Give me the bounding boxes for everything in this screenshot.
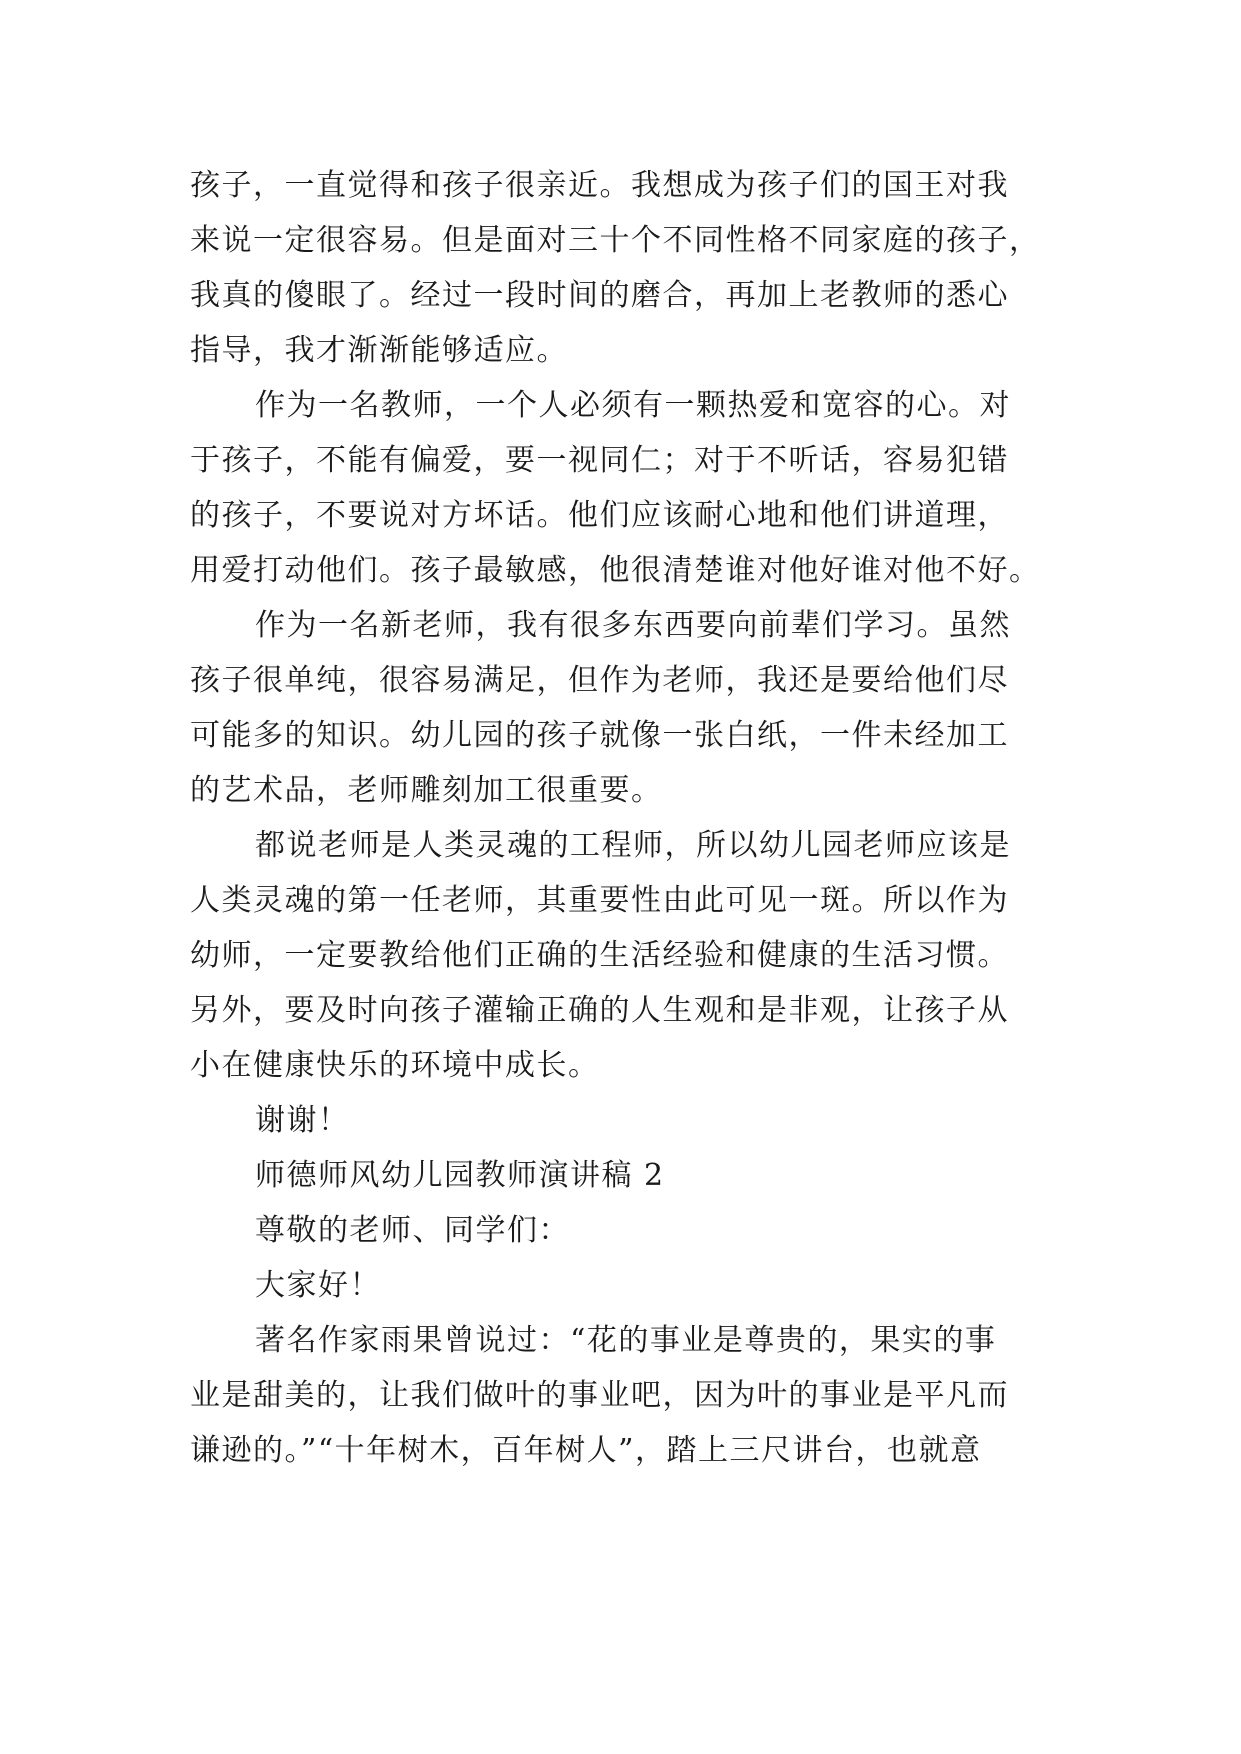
text-line: 作为一名教师，一个人必须有一颗热爱和宽容的心。对 [255, 388, 1011, 423]
text-line: 著名作家雨果曾说过：“花的事业是尊贵的，果实的事 [255, 1323, 997, 1358]
text-line: 用爱打动他们。孩子最敏感，他很清楚谁对他好谁对他不好。 [190, 553, 1041, 588]
text-line: 指导，我才渐渐能够适应。 [190, 333, 568, 368]
body-text [190, 158, 1070, 1478]
text-line: 可能多的知识。幼儿园的孩子就像一张白纸，一件未经加工 [190, 718, 1009, 753]
text-line: 的艺术品，老师雕刻加工很重要。 [190, 773, 663, 808]
text-line: 业是甜美的，让我们做叶的事业吧，因为叶的事业是平凡而 [190, 1378, 1009, 1413]
text-line: 谦逊的。”“十年树木，百年树人”，踏上三尺讲台，也就意 [190, 1433, 982, 1468]
text-line: 都说老师是人类灵魂的工程师，所以幼儿园老师应该是 [255, 828, 1011, 863]
text-line: 大家好！ [255, 1268, 381, 1303]
text-line: 谢谢！ [255, 1103, 350, 1138]
text-line: 作为一名新老师，我有很多东西要向前辈们学习。虽然 [255, 608, 1011, 643]
text-line: 幼师，一定要教给他们正确的生活经验和健康的生活习惯。 [190, 938, 1009, 973]
text-line: 孩子，一直觉得和孩子很亲近。我想成为孩子们的国王对我 [190, 168, 1009, 203]
text-line: 尊敬的老师、同学们： [255, 1213, 570, 1248]
text-line: 的孩子，不要说对方坏话。他们应该耐心地和他们讲道理， [190, 498, 1009, 533]
section-heading: 师德师风幼儿园教师演讲稿 2 [255, 1158, 665, 1193]
text-line: 另外，要及时向孩子灌输正确的人生观和是非观，让孩子从 [190, 993, 1009, 1028]
text-line: 来说一定很容易。但是面对三十个不同性格不同家庭的孩子， [190, 223, 1041, 258]
text-line: 人类灵魂的第一任老师，其重要性由此可见一斑。所以作为 [190, 883, 1009, 918]
text-line: 于孩子，不能有偏爱，要一视同仁；对于不听话，容易犯错 [190, 443, 1009, 478]
text-line: 孩子很单纯，很容易满足，但作为老师，我还是要给他们尽 [190, 663, 1009, 698]
text-line: 小在健康快乐的环境中成长。 [190, 1048, 600, 1083]
text-line: 我真的傻眼了。经过一段时间的磨合，再加上老教师的悉心 [190, 278, 1009, 313]
